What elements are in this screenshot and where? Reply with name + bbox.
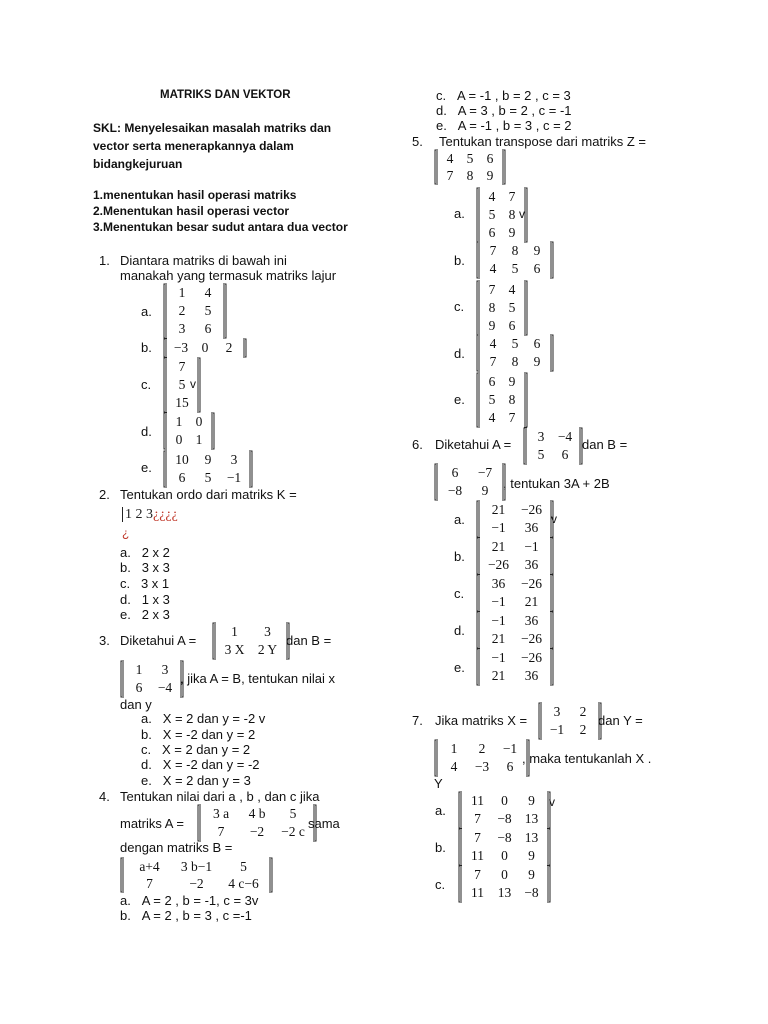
matrix [458, 828, 551, 866]
option-text: X = -2 dan y = -2 [162, 757, 260, 772]
objective-3: 3.Menentukan besar sudut antara dua vector [93, 220, 348, 234]
question-text: Tentukan nilai dari a , b , dan c jika [120, 789, 320, 804]
option-text: X = 2 dan y = 2 [161, 742, 251, 757]
answer-mark: v [519, 207, 525, 221]
option-label: e. [454, 392, 465, 407]
matrix-cell: 21 [491, 502, 506, 517]
option-text: A = 2 , b = 3 , c =-1 [141, 908, 252, 923]
matrix-cell: 7 [489, 354, 497, 369]
matrix-cell: 9 [528, 848, 535, 863]
option [120, 893, 258, 908]
option-label: c. [454, 299, 465, 314]
question-text: Diketahui A = [435, 437, 512, 452]
matrix [476, 611, 554, 649]
matrix-cell: 4 [489, 336, 497, 351]
question-text: dan B = [286, 633, 332, 648]
option-label: a. [141, 304, 152, 319]
option [141, 757, 260, 772]
matrix-cell: 8 [511, 243, 519, 258]
option [436, 88, 571, 103]
option-label: b. [120, 560, 131, 575]
matrix-cell: 36 [524, 668, 539, 683]
matrix [434, 463, 506, 501]
matrix [434, 739, 530, 777]
question-text: , maka tentukanlah X . [522, 751, 652, 766]
matrix-cell: −2 [189, 876, 204, 891]
matrix-brackets [163, 338, 247, 358]
matrix-cell: 8 [508, 392, 516, 407]
matrix-cell: 7 [488, 282, 496, 297]
matrix-cell: −1 [524, 539, 539, 554]
option [120, 908, 252, 923]
option-label: e. [141, 460, 152, 475]
option-label: b. [454, 549, 465, 564]
matrix [476, 372, 528, 428]
matrix-cell: 8 [488, 300, 496, 315]
matrix-cell: 6 [451, 465, 459, 480]
matrix-cell: 36 [524, 557, 539, 572]
garbled-matrix [122, 507, 178, 523]
matrix-cell: −26 [520, 502, 543, 517]
question-text: Jika matriks X = [435, 713, 528, 728]
option-text: 3 x 3 [141, 560, 170, 575]
matrix-cell: 9 [508, 225, 516, 240]
matrix-cell: 7 [178, 359, 186, 374]
option [120, 592, 170, 607]
matrix-cell: 8 [508, 207, 516, 222]
matrix-cell: 7 [217, 824, 225, 839]
skl-text: SKL: Menyelesaikan masalah matriks dan vector serta menerapkannya dalam bidangkejuruan [93, 121, 332, 171]
matrix-cell: −2 [249, 824, 265, 839]
question-text: Diketahui A = [120, 633, 197, 648]
matrix-cell: 13 [524, 830, 539, 845]
matrix-cell: 36 [524, 613, 539, 628]
option-label: a. [454, 512, 465, 527]
matrix-cell: 0 [501, 848, 508, 863]
matrix-cell: 21 [491, 631, 506, 646]
option-text: A = -1 , b = 2 , c = 3 [456, 88, 571, 103]
option-label: c. [141, 742, 152, 757]
matrix-cell: 4 [508, 282, 516, 297]
matrix-cell: 3 [230, 452, 238, 467]
option-label: a. [120, 545, 131, 560]
matrix-brackets [434, 149, 506, 185]
matrix-cell: 6 [508, 318, 516, 333]
matrix-brackets [476, 372, 528, 428]
matrix-cell: 21 [524, 594, 539, 609]
matrix-brackets [476, 574, 554, 612]
matrix-cell: 3 [178, 321, 186, 336]
matrix-cell: −3 [474, 759, 490, 774]
option [436, 103, 572, 118]
matrix-cell: 6 [135, 680, 143, 695]
question-text: Tentukan transpose dari matriks Z = [439, 134, 647, 149]
matrix-cell: 7 [146, 876, 153, 891]
matrix-cell: −26 [520, 576, 543, 591]
question-text: Diantara matriks di bawah ini [120, 253, 287, 268]
answer-mark: v [551, 512, 557, 526]
matrix-cell: 21 [491, 668, 506, 683]
option-text: 3 x 1 [140, 576, 170, 591]
matrix-cell: −7 [477, 465, 493, 480]
matrix-cell: 6 [488, 225, 496, 240]
question-number: 3. [99, 633, 110, 648]
question-number: 1. [99, 253, 110, 268]
question-text: dan Y = [598, 713, 643, 728]
matrix-cell: 1 [195, 432, 203, 447]
question-text: manakah yang termasuk matriks lajur [120, 268, 337, 283]
option-label: a. [120, 893, 131, 908]
matrix [163, 450, 253, 488]
matrix-cell: −8 [524, 885, 539, 900]
question-text: dan B = [582, 437, 628, 452]
matrix-cell: 13 [524, 811, 539, 826]
matrix-cell: 2 [579, 704, 587, 719]
matrix-cell: a+4 [139, 859, 160, 874]
option-label: b. [120, 908, 131, 923]
matrix-cell: 1 [178, 285, 186, 300]
answer-mark: v [549, 795, 555, 809]
matrix [476, 280, 528, 336]
matrix [458, 865, 551, 903]
matrix-cell: 8 [466, 168, 474, 183]
matrix-cell: 9 [528, 793, 535, 808]
question-text: matriks A = [120, 816, 184, 831]
matrix-cell: 5 [511, 336, 519, 351]
matrix-brackets [458, 791, 551, 829]
matrix-cell: −3 [173, 340, 189, 355]
matrix [476, 537, 554, 575]
matrix [476, 334, 554, 372]
matrix-cell: 2 [178, 303, 186, 318]
matrix-cell: 11 [471, 793, 484, 808]
option-text: A = 2 , b = -1, c = 3v [141, 893, 259, 908]
matrix-cell: 9 [486, 168, 494, 183]
matrix-cell: 9 [481, 483, 489, 498]
option-label: c. [436, 88, 447, 103]
option [141, 711, 265, 726]
matrix-cell: 1 [135, 662, 143, 677]
matrix-cell: 4 [488, 410, 496, 425]
option [141, 742, 250, 757]
matrix-cell: 5 [204, 303, 212, 318]
matrix-cell: 4 c−6 [228, 876, 259, 891]
matrix-cell: −1 [491, 594, 506, 609]
matrix-cell: 6 [533, 336, 541, 351]
question-text: dengan matriks B = [120, 840, 233, 855]
option-label: b. [454, 253, 465, 268]
matrix [476, 241, 554, 279]
question-number: 6. [412, 437, 423, 452]
matrix-cell: 6 [204, 321, 212, 336]
matrix [163, 412, 215, 450]
matrix-cell: 5 [240, 859, 247, 874]
matrix-cell: 9 [204, 452, 212, 467]
matrix-brackets [434, 739, 530, 777]
matrix-cell: 3 b−1 [180, 859, 213, 874]
option-text: X = -2 dan y = 2 [162, 727, 256, 742]
matrix-cell: 6 [506, 759, 514, 774]
matrix-cell: 5 [488, 207, 496, 222]
matrix-cell: −26 [520, 631, 543, 646]
matrix-cell: 6 [561, 447, 569, 462]
matrix-brackets [120, 857, 273, 893]
matrix-cell: 5 [488, 392, 496, 407]
option-label: a. [454, 206, 465, 221]
option-text: A = -1 , b = 3 , c = 2 [457, 118, 572, 133]
matrix [197, 804, 317, 842]
question-text: Tentukan ordo dari matriks K = [120, 487, 297, 502]
matrix-cell: 21 [491, 539, 506, 554]
question-text: sama [308, 816, 340, 831]
matrix-cell: 9 [488, 318, 496, 333]
matrix-cell: 5 [204, 470, 212, 485]
option-label: e. [141, 773, 152, 788]
option-label: e. [454, 660, 465, 675]
matrix-cell: 2 [225, 340, 233, 355]
question-number: 4. [99, 789, 110, 804]
matrix [163, 283, 227, 339]
option-label: a. [141, 711, 152, 726]
question-number: 2. [99, 487, 110, 502]
matrix-cell: 3 [161, 662, 169, 677]
matrix [434, 149, 506, 185]
matrix-cell: 0 [175, 432, 183, 447]
matrix-brackets [538, 702, 602, 740]
matrix-cell: 11 [471, 885, 484, 900]
matrix-cell: 0 [195, 414, 203, 429]
matrix-cell: 6 [178, 470, 186, 485]
option [120, 545, 170, 560]
matrix-brackets [476, 241, 554, 279]
matrix-cell: 4 [488, 189, 496, 204]
matrix-cell: 9 [533, 243, 541, 258]
matrix [476, 500, 554, 538]
answer-mark: v [190, 377, 196, 391]
matrix-cell: 3 [537, 429, 545, 444]
matrix-cell: 7 [474, 867, 481, 882]
matrix-cell: 2 [579, 722, 587, 737]
matrix-cell: 9 [508, 374, 516, 389]
matrix-cell: −1 [491, 613, 506, 628]
matrix-cell: 2 [478, 741, 486, 756]
matrix-brackets [476, 280, 528, 336]
option-label: d. [436, 103, 447, 118]
matrix-cell: 2 Y [257, 642, 278, 657]
matrix-cell: 5 [466, 151, 474, 166]
question-number: 5. [412, 134, 423, 149]
matrix-brackets [197, 804, 317, 842]
page-title: MATRIKS DAN VEKTOR [160, 89, 291, 101]
matrix [476, 574, 554, 612]
matrix-cell: 7 [474, 811, 481, 826]
question-number: 7. [412, 713, 423, 728]
option [436, 118, 572, 133]
matrix-cell: 13 [497, 885, 512, 900]
option [141, 727, 255, 742]
matrix-cell: 5 [508, 300, 516, 315]
matrix-brackets [163, 283, 227, 339]
matrix [120, 857, 273, 893]
option-text: 2 x 2 [141, 545, 170, 560]
matrix [120, 660, 184, 698]
matrix-cell: 5 [289, 806, 297, 821]
matrix-brackets [476, 537, 554, 575]
option-label: b. [435, 840, 446, 855]
matrix-cell: −1 [226, 470, 242, 485]
matrix-brackets [458, 828, 551, 866]
matrix-cell: 3 a [212, 806, 230, 821]
matrix-cell: 6 [533, 261, 541, 276]
matrix-cell: −1 [549, 722, 565, 737]
question-text: , jika A = B, tentukan nilai x [180, 671, 336, 686]
matrix-cell: 4 [489, 261, 497, 276]
matrix-cell: 4 b [248, 806, 266, 821]
option-label: c. [435, 877, 446, 892]
option-label: c. [141, 377, 152, 392]
option-text: X = 2 dan y = -2 v [162, 711, 266, 726]
matrix [458, 791, 551, 829]
matrix-cell: 0 [201, 340, 209, 355]
matrix-cell: −8 [497, 830, 512, 845]
option-label: d. [454, 346, 465, 361]
matrix-brackets [163, 450, 253, 488]
option [141, 773, 251, 788]
matrix-cell: 5 [537, 447, 545, 462]
option-label: e. [436, 118, 447, 133]
matrix-cell: 3 [553, 704, 561, 719]
matrix-cell: 7 [508, 189, 516, 204]
option-label: a. [435, 803, 446, 818]
matrix-brackets [120, 660, 184, 698]
matrix-cell: 9 [528, 867, 535, 882]
matrix-cell: −1 [491, 520, 506, 535]
matrix-brackets [212, 622, 290, 660]
matrix-cell: 3 X [224, 642, 245, 657]
matrix-cell: 4 [446, 151, 454, 166]
matrix-cell: 3 [264, 624, 271, 639]
option-label: d. [120, 592, 131, 607]
option [120, 607, 170, 622]
garbled-matrix-values: 1 2 3 [122, 507, 153, 522]
option-text: X = 2 dan y = 3 [162, 773, 251, 788]
matrix-cell: −26 [487, 557, 510, 572]
matrix-cell: −1 [491, 650, 506, 665]
matrix-cell: −4 [557, 429, 573, 444]
option-text: 1 x 3 [141, 592, 170, 607]
matrix-brackets [458, 865, 551, 903]
matrix-brackets [523, 427, 583, 465]
option-label: d. [141, 757, 152, 772]
matrix-brackets [434, 463, 506, 501]
matrix [538, 702, 602, 740]
matrix-cell: 7 [474, 830, 481, 845]
matrix-cell: 0 [501, 793, 508, 808]
matrix-cell: 15 [175, 395, 189, 410]
matrix-brackets [476, 611, 554, 649]
matrix-cell: −8 [447, 483, 463, 498]
option-label: d. [454, 623, 465, 638]
matrix-cell: 9 [533, 354, 541, 369]
matrix-cell: −8 [497, 811, 512, 826]
matrix-cell: 6 [486, 151, 494, 166]
option-label: e. [120, 607, 131, 622]
matrix-cell: 1 [450, 741, 458, 756]
matrix-brackets [476, 648, 554, 686]
garbled-symbol: ¿ [122, 526, 130, 540]
matrix-brackets [163, 412, 215, 450]
option [120, 560, 170, 575]
matrix-cell: −4 [157, 680, 173, 695]
question-text: , tentukan 3A + 2B [503, 476, 610, 491]
matrix-cell: 7 [508, 410, 516, 425]
option [120, 576, 169, 591]
matrix-cell: −2 c [281, 824, 305, 839]
option-label: b. [141, 340, 152, 355]
garbled-matrix-symbols: ¿¿¿¿ [153, 507, 178, 522]
question-text: Y [434, 776, 443, 791]
option-text: 2 x 3 [141, 607, 170, 622]
matrix [523, 427, 583, 465]
question-text: dan y [120, 697, 152, 712]
option-label: c. [120, 576, 131, 591]
matrix-cell: −1 [502, 741, 518, 756]
matrix-cell: 6 [488, 374, 496, 389]
matrix-brackets [476, 500, 554, 538]
matrix-brackets [476, 334, 554, 372]
matrix-cell: 5 [511, 261, 519, 276]
matrix-cell: 11 [471, 848, 484, 863]
matrix [212, 622, 290, 660]
matrix-cell: 36 [491, 576, 506, 591]
matrix-cell: 7 [489, 243, 497, 258]
matrix-cell: 5 [178, 377, 186, 392]
matrix-cell: 7 [446, 168, 454, 183]
matrix-cell: 0 [501, 867, 508, 882]
matrix-cell: 4 [450, 759, 458, 774]
matrix-cell: 8 [511, 354, 519, 369]
matrix [163, 338, 247, 358]
matrix-cell: 36 [524, 520, 539, 535]
option-label: b. [141, 727, 152, 742]
matrix-cell: −26 [520, 650, 543, 665]
matrix-cell: 4 [204, 285, 212, 300]
option-label: d. [141, 424, 152, 439]
option-label: c. [454, 586, 465, 601]
option-text: A = 3 , b = 2 , c = -1 [457, 103, 572, 118]
matrix-cell: 10 [175, 452, 189, 467]
matrix-cell: 1 [175, 414, 183, 429]
matrix-cell: 1 [231, 624, 238, 639]
objective-1: 1.menentukan hasil operasi matriks [93, 188, 297, 202]
matrix [476, 648, 554, 686]
objective-2: 2.Menentukan hasil operasi vector [93, 204, 290, 218]
